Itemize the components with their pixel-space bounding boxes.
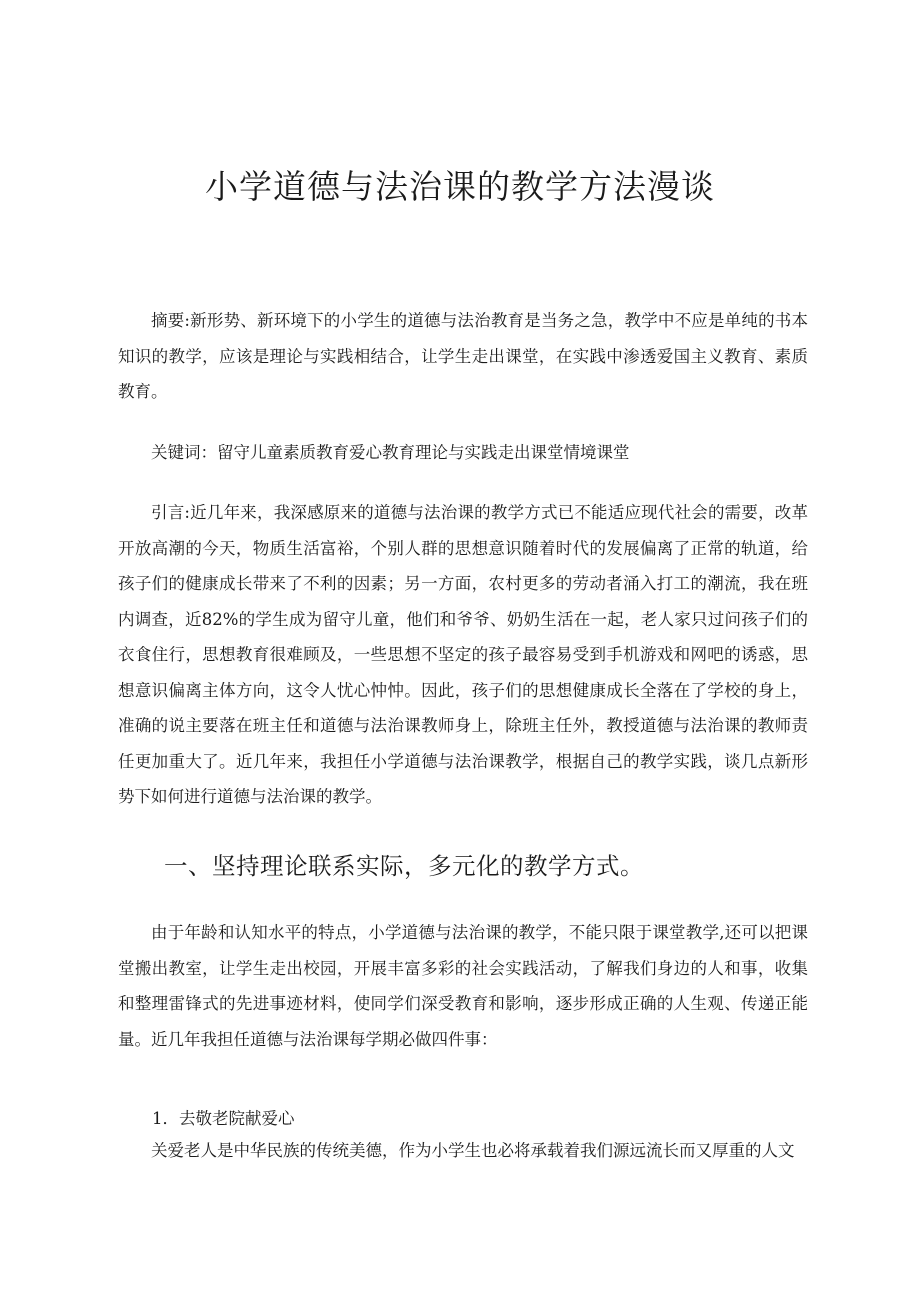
keywords-text: 留守儿童素质教育爱心教育理论与实践走出课堂情境课堂	[217, 443, 630, 462]
sub-heading: 1．去敬老院献爱心	[152, 1109, 295, 1128]
keywords-paragraph	[118, 435, 808, 471]
abstract-text: 新形势、新环境下的小学生的道德与法治教育是当务之急，教学中不应是单纯的书本知识的教学，应该是理论与实践相结合，让学生走出课堂，在实践中渗透爱国主义教育、素质教育。	[118, 311, 808, 401]
sub-paragraph: 关爱老人是中华民族的传统美德，作为小学生也必将承载着我们源远流长而又厚重的人文	[151, 1141, 795, 1160]
intro-label: 引言:	[151, 503, 190, 522]
abstract-paragraph	[118, 303, 808, 410]
intro-paragraph	[118, 495, 808, 815]
abstract-label: 摘要:	[151, 311, 190, 330]
section-paragraph: 由于年龄和认知水平的特点，小学道德与法治课的教学，不能只限于课堂教学,还可以把课堂搬出教室，让学生走出校园，开展丰富多彩的社会实践活动，了解我们身边的人和事，收集和整理雷锋式的先进事迹材料，使同学们深受教育和影响，逐步形成正确的人生观、传递正能量。近几年我担任道德与法治课每学期必做四件事：	[118, 923, 808, 1049]
keywords-label: 关键词：	[151, 443, 217, 462]
intro-text: 近几年来，我深感原来的道德与法治课的教学方式已不能适应现代社会的需要，改革开放高潮的今天，物质生活富裕，个别人群的思想意识随着时代的发展偏离了正常的轨道，给孩子们的健康成长带来了不利的因素；另一方面，农村更多的劳动者涌入打工的潮流，我在班内调查，近82%的学生成为留守儿童，他们和爷爷、奶奶生活在一起，老人家只过问孩子们的衣食住行，思想教育很难顾及，一些思想不坚定的孩子最容易受到手机游戏和网吧的诱惑，思想意识偏离主体方向，这令人忧心忡忡。因此，孩子们的思想健康成长全落在了学校的身上，准确的说主要落在班主任和道德与法治课教师身上，除班主任外，教授道德与法治课的教师责任更加重大了。近几年来，我担任小学道德与法治课教学，根据自己的教学实践，谈几点新形势下如何进行道德与法治课的教学。	[118, 503, 808, 806]
section-heading: 一、坚持理论联系实际，多元化的教学方式。	[164, 852, 644, 880]
document-title: 小学道德与法治课的教学方法漫谈	[205, 167, 715, 206]
